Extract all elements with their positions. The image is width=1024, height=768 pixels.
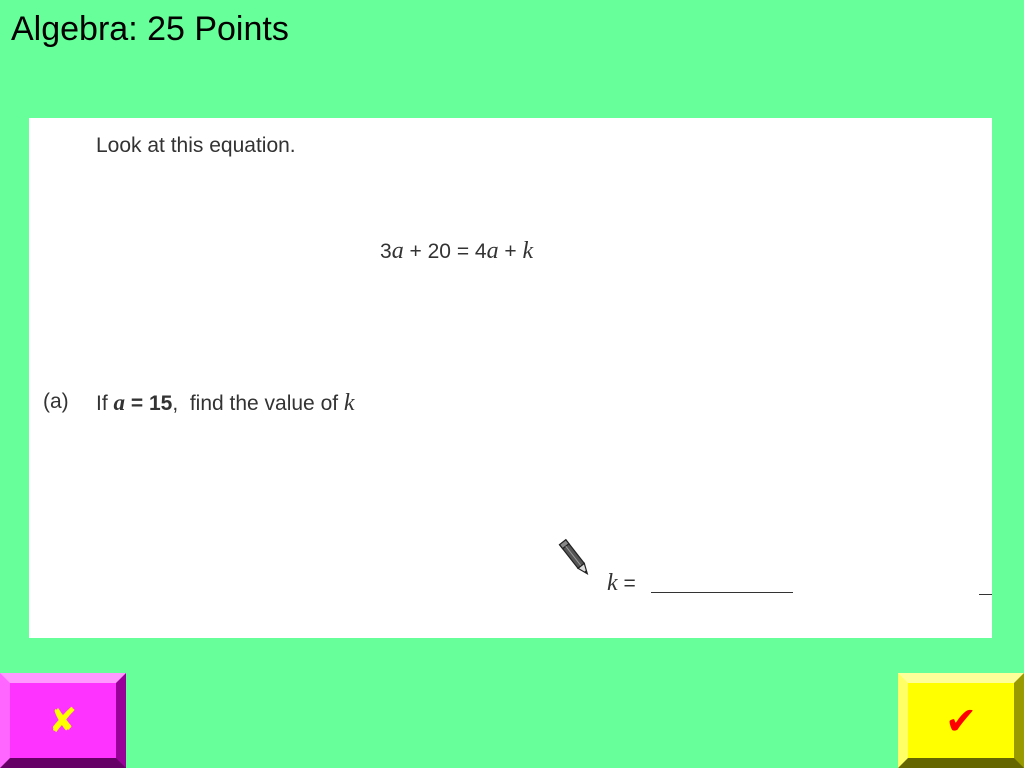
target-var: k [343,390,355,416]
equation-plus: + [498,240,523,263]
slide-title: Algebra: 25 Points [11,10,289,48]
margin-mark [979,594,992,595]
part-suffix: , find the value of [172,392,344,415]
question-panel [29,118,992,638]
equation-var-a-right: a [486,238,499,264]
wrong-answer-button[interactable] [0,673,126,768]
answer-equals: = [617,572,636,595]
question-intro: Look at this equation. [96,134,296,157]
correct-answer-button[interactable] [898,673,1024,768]
answer-blank-line [651,592,793,593]
part-label: (a) [43,390,69,413]
answer-var: k [607,570,618,596]
equation [380,238,533,265]
given-value: = 15 [125,392,173,415]
part-prefix: If [96,392,114,415]
answer-label [607,570,636,597]
equation-coef: 3 [380,240,392,263]
equation-var-a: a [391,238,404,264]
check-icon: ✔ [945,698,977,743]
given-var: a [113,390,126,415]
cross-icon: ✘ [48,700,78,741]
part-question [96,390,355,417]
equation-var-k: k [522,238,534,264]
pencil-icon [556,536,594,580]
equation-middle: + 20 = 4 [403,240,487,263]
